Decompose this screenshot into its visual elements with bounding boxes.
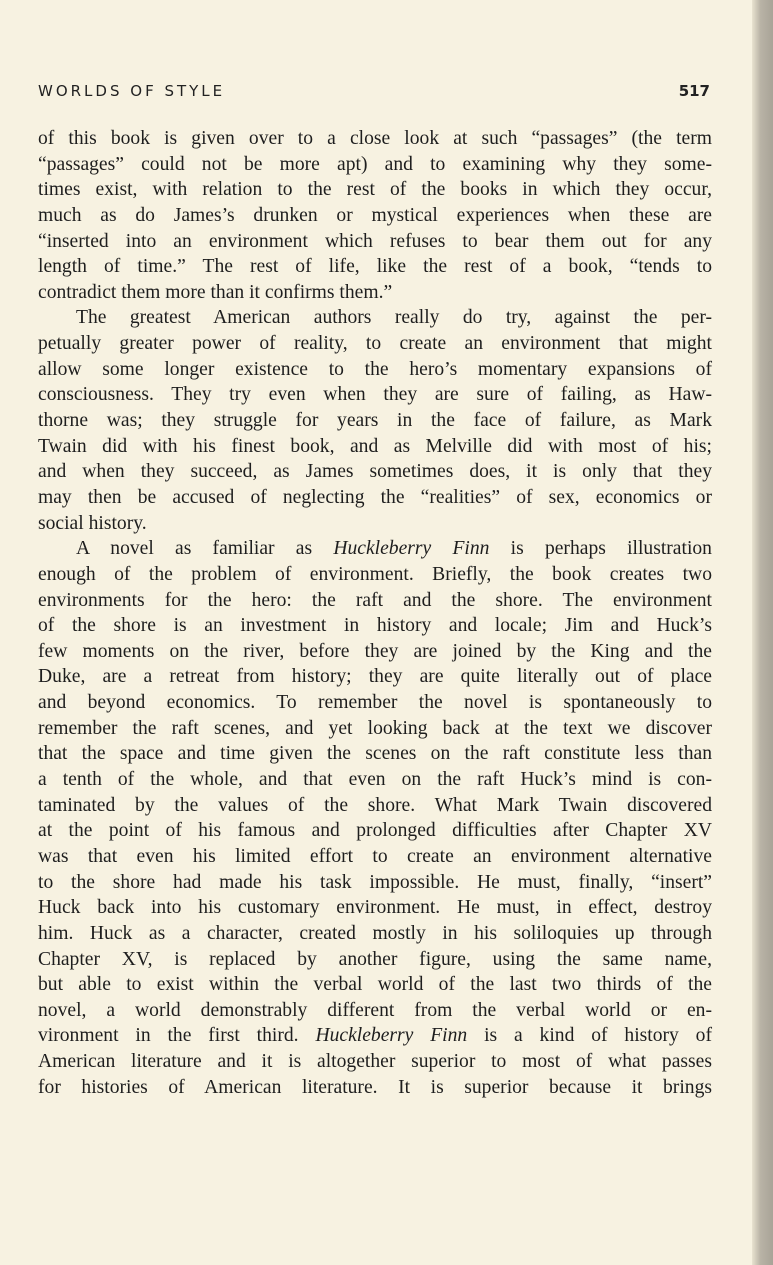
text-line [38, 793, 712, 819]
text-segment: enough of the problem of environment. Briefly, the book creates two [38, 563, 712, 585]
text-segment: for histories of American literature. It is superior because it brings [38, 1076, 712, 1098]
text-segment: few moments on the river, before they are joined by the King and the [38, 640, 712, 662]
text-line [38, 998, 712, 1024]
text-segment: contradict them more than it confirms them.” [38, 281, 393, 303]
text-line [38, 254, 712, 280]
text-segment: petually greater power of reality, to create an environment that might [38, 333, 712, 355]
text-segment: Duke, are a retreat from history; they are quite literally out of place [38, 666, 712, 688]
text-segment: novel, a world demonstrably different from the verbal world or en- [38, 999, 712, 1021]
text-line [38, 536, 712, 562]
italic-title: Huckleberry Finn [333, 538, 490, 560]
text-line [38, 1023, 712, 1049]
text-line [38, 152, 712, 178]
text-line [38, 459, 712, 485]
text-segment: of this book is given over to a close look at such “passages” (the term [38, 128, 712, 149]
text-line [38, 844, 712, 870]
text-line [38, 972, 712, 998]
text-line [38, 690, 712, 716]
text-segment: vironment in the first third. [38, 1025, 316, 1047]
text-line [38, 767, 712, 793]
text-line [38, 357, 712, 383]
text-segment: social history. [38, 512, 147, 534]
text-segment: Twain did with his finest book, and as Melville did with most of his; [38, 435, 712, 457]
text-segment: was that even his limited effort to create an environment alternative [38, 845, 712, 867]
text-segment: and when they succeed, as James sometimes does, it is only that they [38, 461, 712, 483]
text-segment: at the point of his famous and prolonged difficulties after Chapter XV [38, 820, 712, 842]
text-segment: “passages” could not be more apt) and to examining why they some- [38, 153, 712, 175]
text-segment: that the space and time given the scenes on the raft constitute less than [38, 743, 712, 765]
text-segment: times exist, with relation to the rest of the books in which they occur, [38, 179, 712, 201]
text-segment: “inserted into an environment which refuses to bear them out for any [38, 230, 712, 252]
text-segment: A novel as familiar as [76, 538, 334, 560]
page-number: 517 [678, 82, 710, 100]
text-segment: environments for the hero: the raft and the shore. The environment [38, 589, 712, 611]
text-line [38, 741, 712, 767]
text-segment: and beyond economics. To remember the novel is spontaneously to [38, 692, 712, 714]
text-line [38, 921, 712, 947]
text-segment: much as do James’s drunken or mystical experiences when these are [38, 204, 712, 226]
text-line [38, 331, 712, 357]
text-segment: allow some longer existence to the hero’s momentary expansions of [38, 358, 712, 380]
text-segment: to the shore had made his task impossible. He must, finally, “insert” [38, 871, 712, 893]
running-head [38, 82, 710, 106]
body-text [38, 126, 712, 1100]
text-segment: is a kind of history of [467, 1025, 712, 1047]
text-segment: Chapter XV, is replaced by another figure, using the same name, [38, 948, 712, 970]
text-line [38, 305, 712, 331]
text-segment: Huck back into his customary environment. He must, in effect, destroy [38, 897, 712, 919]
text-segment: is perhaps illustration [489, 538, 712, 560]
page-edge-shadow [752, 0, 773, 1265]
text-line [38, 818, 712, 844]
text-segment: him. Huck as a character, created mostly in his soliloquies up through [38, 922, 712, 944]
text-line [38, 408, 712, 434]
text-line [38, 613, 712, 639]
text-line [38, 229, 712, 255]
text-segment: consciousness. They try even when they are sure of failing, as Haw- [38, 384, 712, 406]
text-line [38, 511, 712, 537]
text-segment: but able to exist within the verbal world of the last two thirds of the [38, 974, 712, 996]
text-line [38, 485, 712, 511]
text-line [38, 716, 712, 742]
text-line [38, 1075, 712, 1101]
running-head-title: WORLDS OF STYLE [38, 82, 226, 100]
text-line [38, 639, 712, 665]
text-line [38, 177, 712, 203]
text-segment: The greatest American authors really do try, against the per- [76, 307, 712, 329]
text-line [38, 947, 712, 973]
text-line [38, 382, 712, 408]
italic-title: Huckleberry Finn [315, 1025, 468, 1047]
text-segment: a tenth of the whole, and that even on the raft Huck’s mind is con- [38, 769, 712, 791]
text-segment: American literature and it is altogether superior to most of what passes [38, 1051, 712, 1073]
text-line [38, 870, 712, 896]
text-segment: taminated by the values of the shore. What Mark Twain discovered [38, 794, 712, 816]
text-line [38, 664, 712, 690]
text-segment: thorne was; they struggle for years in the face of failure, as Mark [38, 410, 712, 432]
text-line [38, 126, 712, 152]
text-line [38, 1049, 712, 1075]
text-line [38, 895, 712, 921]
text-line [38, 588, 712, 614]
text-line [38, 203, 712, 229]
text-line [38, 434, 712, 460]
text-segment: remember the raft scenes, and yet looking back at the text we discover [38, 717, 712, 739]
text-segment: length of time.” The rest of life, like the rest of a book, “tends to [38, 256, 712, 278]
text-line [38, 280, 712, 306]
text-segment: may then be accused of neglecting the “realities” of sex, economics or [38, 486, 712, 508]
text-segment: of the shore is an investment in history and locale; Jim and Huck’s [38, 615, 712, 637]
text-line [38, 562, 712, 588]
